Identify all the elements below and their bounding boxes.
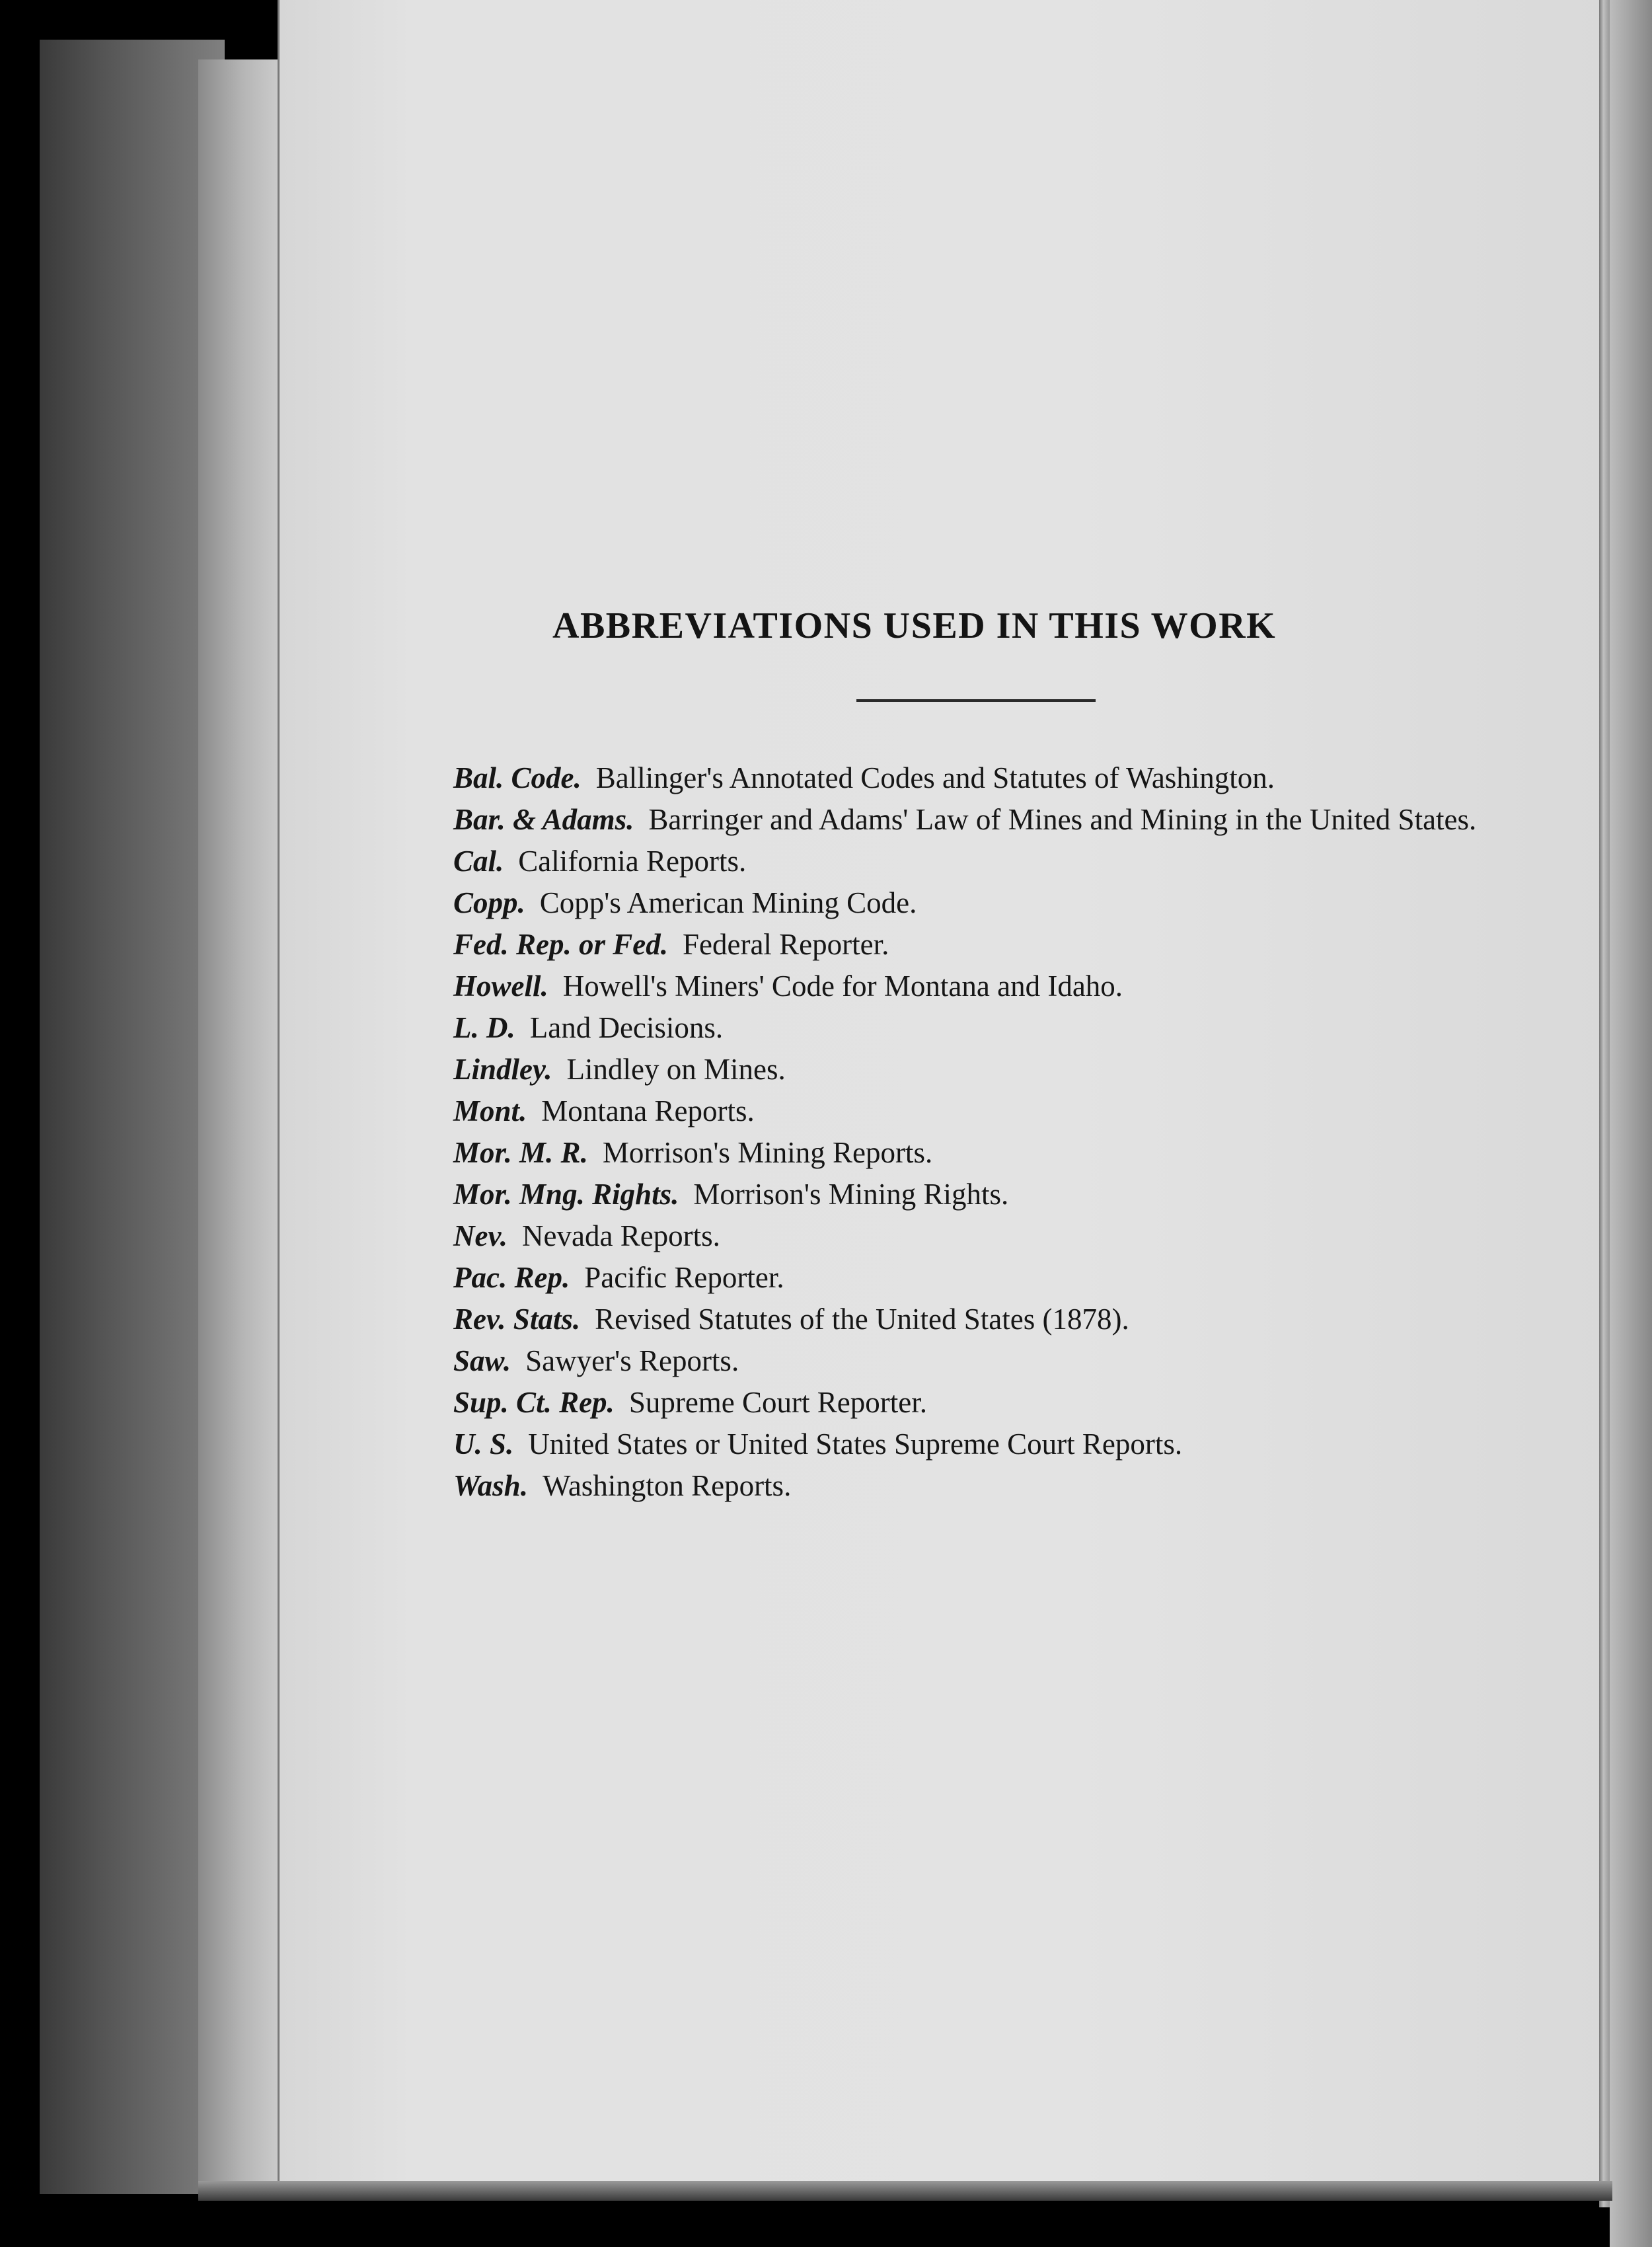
abbreviation: Lindley. xyxy=(453,1053,552,1086)
abbreviation: Copp. xyxy=(453,886,525,919)
meaning: Washington Reports. xyxy=(542,1469,792,1502)
bottom-edge xyxy=(198,2181,1612,2201)
meaning: Montana Reports. xyxy=(541,1094,755,1127)
meaning: Revised Statutes of the United States (1878). xyxy=(595,1303,1129,1336)
abbreviation: Mont. xyxy=(453,1094,527,1127)
abbreviation: Howell. xyxy=(453,970,548,1003)
meaning: Lindley on Mines. xyxy=(566,1053,786,1086)
abbreviation-entry xyxy=(453,1090,1544,1132)
abbreviation: Pac. Rep. xyxy=(453,1261,570,1294)
abbreviation-entry xyxy=(453,841,1544,882)
meaning: Pacific Reporter. xyxy=(584,1261,784,1294)
abbreviation: Nev. xyxy=(453,1219,508,1252)
meaning: California Reports. xyxy=(518,845,747,878)
abbreviation-entry xyxy=(453,882,1544,924)
abbreviation: U. S. xyxy=(453,1428,514,1461)
abbreviation-entry xyxy=(453,966,1544,1007)
abbreviation: Saw. xyxy=(453,1344,511,1377)
abbreviation-entry xyxy=(453,1382,1544,1424)
abbreviation: Bar. & Adams. xyxy=(453,803,634,836)
abbreviation-entry xyxy=(453,1465,1544,1507)
book-binding xyxy=(40,40,225,2194)
meaning: Morrison's Mining Reports. xyxy=(602,1136,933,1169)
abbreviation: Wash. xyxy=(453,1469,528,1502)
meaning: Federal Reporter. xyxy=(682,928,889,961)
meaning: United States or United States Supreme Court Reports. xyxy=(528,1428,1183,1461)
abbreviation-entry xyxy=(453,757,1544,799)
abbreviation-entry xyxy=(453,924,1544,966)
meaning: Howell's Miners' Code for Montana and Idaho. xyxy=(562,970,1123,1003)
abbreviation: Sup. Ct. Rep. xyxy=(453,1386,615,1419)
meaning: Barringer and Adams' Law of Mines and Mining in the United States. xyxy=(648,803,1477,836)
meaning: Ballinger's Annotated Codes and Statutes of Washington. xyxy=(595,761,1275,794)
abbreviation: Cal. xyxy=(453,845,504,878)
abbreviation-entry xyxy=(453,1257,1544,1299)
meaning: Sawyer's Reports. xyxy=(525,1344,739,1377)
page-edge xyxy=(198,59,285,2201)
abbreviation-entry xyxy=(453,1049,1544,1090)
abbreviation: Mor. Mng. Rights. xyxy=(453,1178,679,1211)
abbreviation: L. D. xyxy=(453,1011,515,1044)
abbreviation-entry xyxy=(453,1299,1544,1340)
abbreviation: Fed. Rep. or Fed. xyxy=(453,928,668,961)
page-title: ABBREVIATIONS USED IN THIS WORK xyxy=(552,605,1277,646)
meaning: Supreme Court Reporter. xyxy=(628,1386,927,1419)
abbreviation-entry xyxy=(453,1340,1544,1382)
abbreviation: Mor. M. R. xyxy=(453,1136,588,1169)
page-fold xyxy=(1599,0,1610,2207)
meaning: Morrison's Mining Rights. xyxy=(693,1178,1009,1211)
meaning: Copp's American Mining Code. xyxy=(539,886,917,919)
abbreviation-entry xyxy=(453,1132,1544,1174)
abbreviation: Bal. Code. xyxy=(453,761,582,794)
abbreviation-entry xyxy=(453,1174,1544,1215)
abbreviation: Rev. Stats. xyxy=(453,1303,581,1336)
meaning: Land Decisions. xyxy=(529,1011,724,1044)
abbreviation-entry xyxy=(453,1424,1544,1465)
abbreviation-entry xyxy=(453,1007,1544,1049)
title-rule xyxy=(856,699,1096,702)
abbreviation-list xyxy=(453,757,1544,1507)
abbreviation-entry xyxy=(453,1215,1544,1257)
abbreviation-entry xyxy=(453,799,1548,841)
facing-page-edge xyxy=(1610,0,1652,2247)
meaning: Nevada Reports. xyxy=(522,1219,720,1252)
